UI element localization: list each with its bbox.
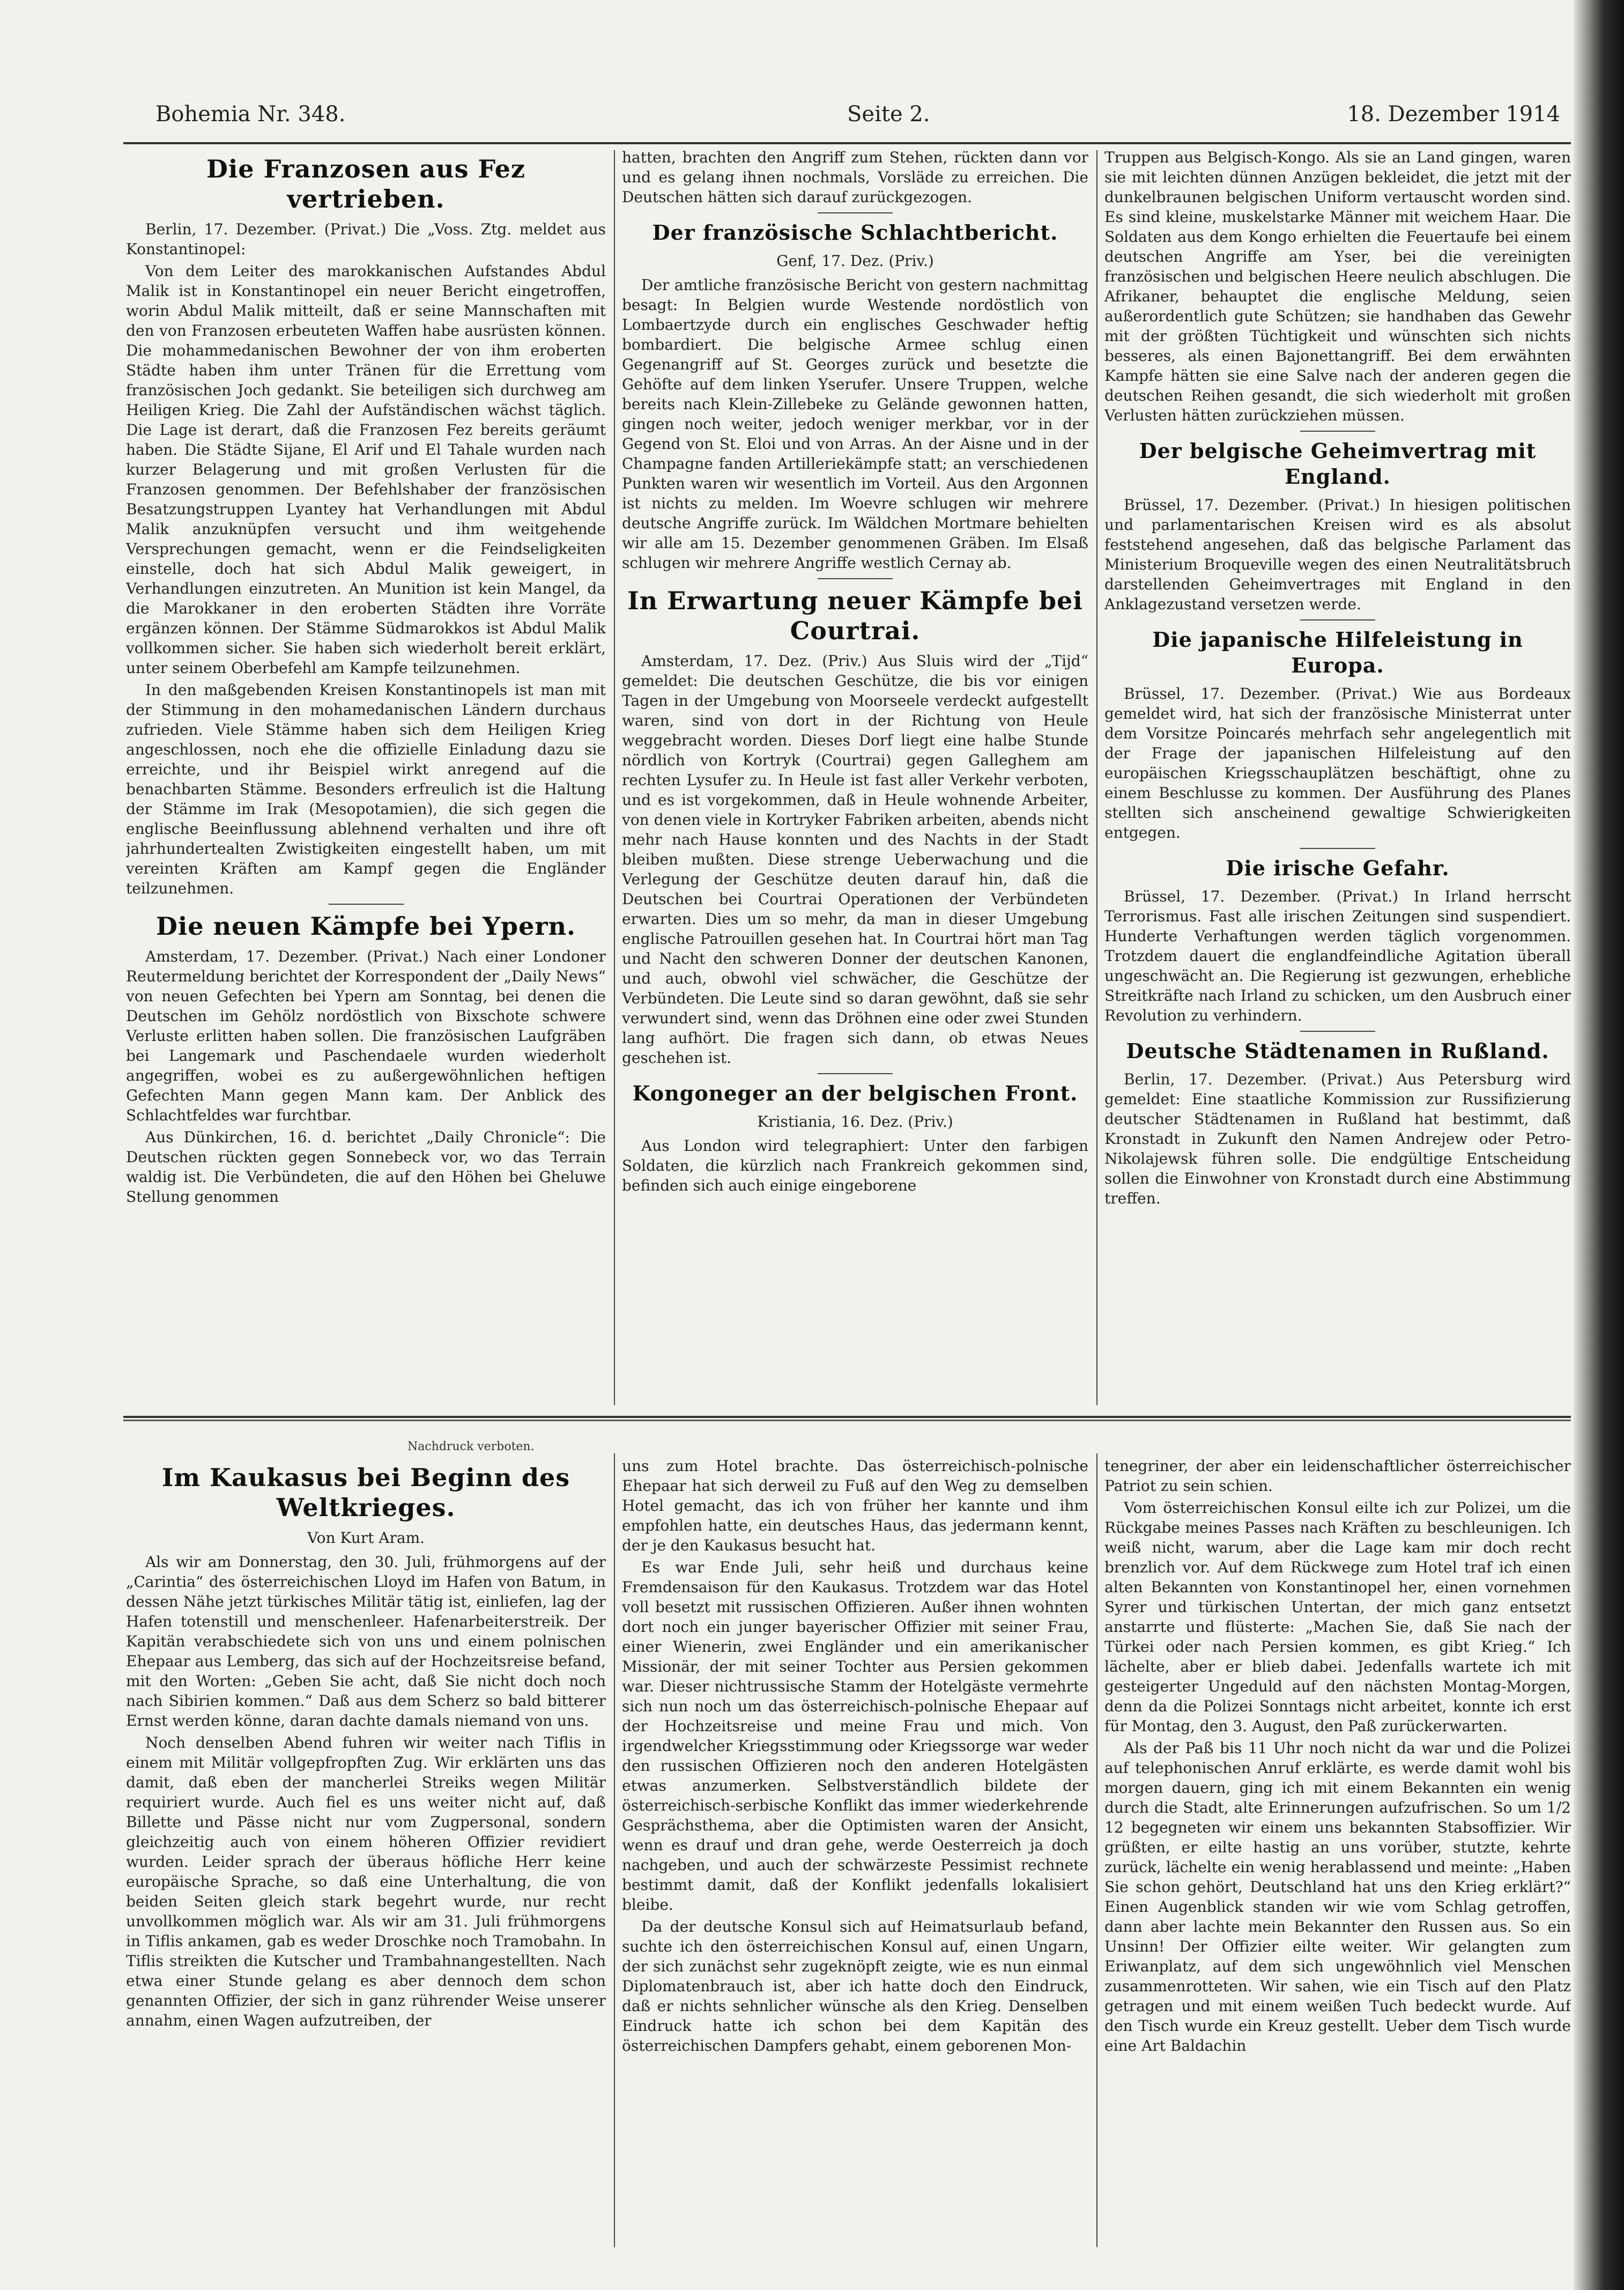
article-paragraph: Der amtliche französische Bericht von gestern nachmittag besagt: In Belgien wurde Westende nordöstlich von Lombaertzyde durch ein englisches Geschwader heftig bombardiert. Die belgische Armee schlug einen Gegenangriff auf St. Georges zurück und besetzte die Gehöfte auf dem linken Yserufer. Unsere Truppen, welche bereits nach Klein-Zillebeke zu Gelände gewonnen hatten, gingen noch weiter, jedoch weniger merkbar, vor in der Gegend von St. Eloi und von Arras. An der Aisne und in der Champagne fanden Artilleriekämpfe statt; an verschiedenen Punkten waren wir wesentlich im Vorteil. Aus den Argonnen ist nichts zu melden. Im Woevre schlugen wir mehrere deutsche Angriffe zurück. Im Wäldchen Mortmare behielten wir alle am 15. Dezember genommenen Gräben. Im Elsaß schlugen wir mehrere Angriffe westlich Cernay ab. [622, 276, 1088, 572]
headline: Die japanische Hilfeleistung in Europa. [1152, 627, 1523, 677]
separator [329, 904, 404, 905]
column-2 [622, 147, 1088, 1408]
page-header [155, 102, 1560, 134]
article-paragraph: Vom österreichischen Konsul eilte ich zur Polizei, um die Rückgabe meines Passes nach Kräften zu beschleunigen. Ich weiß nicht, warum, aber die Lage kam mir doch recht brenzlich vor. Auf dem Rückwege zum Hotel traf ich einen alten Bekannten von Konstantinopel her, einen vornehmen Syrer und türkischen Untertan, der mich ganz entsetzt anstarrte und flüsterte: „Machen Sie, daß Sie nach der Türkei oder nach Persien kommen, es gibt Krieg.“ Ich lächelte, aber er blieb dabei. Jedenfalls wartete ich mit gesteigerter Ungeduld auf den nächsten Montag-Morgen, denn da die Polizei Sonntags nicht arbeitet, konnte ich erst für Montag, den 3. August, den Paß zurückerwarten. [1104, 1499, 1571, 1735]
dateline: Genf, 17. Dez. (Priv.) [776, 252, 934, 270]
article-paragraph: Brüssel, 17. Dezember. (Privat.) In hiesigen politischen und parlamentarischen Kreisen wird es als absolut feststehend angesehen, daß das belgische Parlament das Ministerium Broqueville wegen des einen Neutralitätsbruch darstellenden Geheimvertrages mit England in den Anklagezustand versetzen werde. [1104, 496, 1571, 613]
article-paragraph: Berlin, 17. Dezember. (Privat.) Aus Petersburg wird gemeldet: Eine staatliche Kommission zur Russifizierung deutscher Städtenamen in Rußland hat bestimmt, daß Kronstadt in Zukunft den Namen Andrejew oder Petro-Nikolajewsk führen solle. Die endgültige Entscheidung sollen die Einwohner von Kronstadt durch eine Abstimmung treffen. [1104, 1070, 1571, 1207]
separator [1300, 431, 1375, 432]
article-paragraph: In den maßgebenden Kreisen Konstantinopels ist man mit der Stimmung in den mohamedanischen Ländern durchaus zufrieden. Viele Stämme haben sich dem Heiligen Krieg angeschlossen, noch ehe die offizielle Einladung dazu sie erreichte, und ihr Beispiel wirkt anregend auf die benachbarten Stämme. Besonders erfreulich ist die Haltung der Stämme im Irak (Mesopotamien), die sich gegen die englische Beeinflussung ablehnend verhalten und ihre oft jahrhundertealten Zwistigkeiten eingestellt haben, um mit vereinten Kräften am Kampf gegen die Engländer teilzunehmen. [126, 681, 606, 897]
headline: Die neuen Kämpfe bei Ypern. [155, 912, 576, 941]
separator [818, 1073, 893, 1074]
article-paragraph: hatten, brachten den Angriff zum Stehen, rückten dann vor und es gelang ihnen nochmals, Vorsläde zu erreichen. Die Deutschen hätten sich darauf zurückgezogen. [622, 149, 1088, 206]
feuilleton-title: Im Kaukasus bei Beginn des Weltkrieges. [161, 1463, 570, 1522]
headline: Die Franzosen aus Fez vertrieben. [206, 154, 526, 213]
page-edge-shadow [1574, 0, 1624, 2290]
article-paragraph: Brüssel, 17. Dezember. (Privat.) In Irland herrscht Terrorismus. Fast alle irischen Zeitungen sind suspendiert. Hunderte Verhaftungen werden täglich vorgenommen. Trotzdem dauert die englandfeindliche Agitation überall ungeschwächt an. Die Regierung ist gezwungen, erhebliche Streitkräfte nach Irland zu schicken, um den Ausbruch einer Revolution zu verhindern. [1104, 888, 1571, 1024]
article-paragraph: Von dem Leiter des marokkanischen Aufstandes Abdul Malik ist in Konstantinopel ein neuer Bericht eingetroffen, worin Abdul Malik mitteilt, daß er seine Mannschaften mit den von Franzosen erbeuteten Waffen habe ausrüsten können. Die mohammedanischen Bewohner der von ihm eroberten Städte haben ihm unter Tränen für die Errettung vom französischen Joch gedankt. Sie beteiligen sich durchweg am Heiligen Krieg. Die Zahl der Aufständischen wächst täglich. Die Lage ist derart, daß die Franzosen Fez bereits geräumt haben. Die Städte Sijane, El Arif und El Tahale wurden nach kurzer Belagerung und mit großen Verlusten für die Franzosen genommen. Der Befehlshaber der französischen Besatzungstruppen Lyantey hat Verhandlungen mit Abdul Malik anzuknüpfen versucht und ihm weitgehende Versprechungen gemacht, wenn er die Feindseligkeiten einstelle, doch hat sich Abdul Malik geweigert, in Verhandlungen einzutreten. An Munition ist kein Mangel, da die Marokkaner in den eroberten Städten ihre Vorräte ergänzen können. Der Stämme Südmarokkos ist Abdul Malik vollkommen sicher. Sie haben sich wiederholt bereit erklärt, unter seinem Oberbefehl am Kampfe teilzunehmen. [126, 262, 606, 677]
article-paragraph: Es war Ende Juli, sehr heiß und durchaus keine Fremdensaison für den Kaukasus. Trotzdem war das Hotel voll besetzt mit russischen Offizieren. Außer ihnen wohnten dort noch ein junger bayerischer Offizier mit seiner Frau, einer Wienerin, zwei Engländer und ein amerikanischer Missionär, der mit seiner Tochter aus Persien gekommen war. Dieser nichtrussische Stamm der Hotelgäste vermehrte sich nun noch um das österreichisch-polnische Ehepaar auf der Hochzeitsreise und meine Frau und mich. Von irgendwelcher Kriegsstimmung oder Kriegssorge war weder den russischen Offizieren noch den anderen Hotelgästen etwas anzumerken. Selbstverständlich bildete der österreichisch-serbische Konflikt das immer wiederkehrende Gesprächsthema, aber die Optimisten waren der Ansicht, wenn es drauf und dran gehe, werde Oesterreich ja doch nachgeben, und auch der schwärzeste Pessimist rechnete bestimmt damit, daß der Konflikt jedenfalls lokalisiert bleibe. [622, 1558, 1088, 1914]
headline: Deutsche Städtenamen in Rußland. [1126, 1039, 1549, 1063]
article-paragraph: Aus London wird telegraphiert: Unter den farbigen Soldaten, die kürzlich nach Frankreich gekommen sind, befinden sich auch einige eingeborene [622, 1137, 1088, 1194]
reprint-notice: Nachdruck verboten. [407, 1440, 535, 1453]
separator [1300, 1031, 1375, 1032]
separator [818, 212, 893, 213]
column-1 [126, 147, 606, 1408]
dateline: Kristiania, 16. Dez. (Priv.) [757, 1113, 953, 1131]
separator [818, 578, 893, 579]
article-paragraph: Aus Dünkirchen, 16. d. berichtet „Daily Chronicle“: Die Deutschen rückten gegen Sonnebeck vor, wo das Terrain waldig ist. Die Verbündeten, die auf den Höhen bei Gheluwe Stellung genommen [126, 1128, 606, 1206]
header-issue: Bohemia Nr. 348. [155, 102, 346, 127]
feuilleton-column-1 [126, 1456, 606, 2250]
article-paragraph: Brüssel, 17. Dezember. (Privat.) Wie aus Bordeaux gemeldet wird, hat sich der französische Ministerrat unter dem Vorsitze Poincarés mehrfach sehr angelegentlich mit der Frage der japanischen Hilfeleistung auf den europäischen Kriegsschauplätzen beschäftigt, ohne zu einem Beschlusse zu kommen. Der Ausführung des Planes stellten sich anscheinend gewaltige Schwierigkeiten entgegen. [1104, 685, 1571, 841]
header-date: 18. Dezember 1914 [1347, 102, 1560, 127]
headline: In Erwartung neuer Kämpfe bei Courtrai. [627, 586, 1083, 645]
feuilleton-divider [123, 1416, 1571, 1421]
separator [1300, 848, 1375, 849]
article-paragraph: Truppen aus Belgisch-Kongo. Als sie an Land gingen, waren sie mit leichten dünnen Anzügen bekleidet, die jetzt mit der dunkelbraunen belgischen Uniform vertauscht worden sind. Es sind kleine, muskelstarke Männer mit weichem Haar. Die Soldaten aus dem Kongo erhielten die Feuertaufe bei einem deutschen Angriffe am Yser, bei die vereinigten französischen und belgischen Heere neulich abschlugen. Die Afrikaner, behauptet die englische Meldung, seien außerordentlich gute Schützen; sie handhaben das Gewehr mit der größten Tüchtigkeit und wünschten sich nichts besseres, als einen Bajonettangriff. Bei dem erwähnten Kampfe hätten sie eine Salve nach der anderen gegen die deutschen Reihen gesandt, die sich wiederholt mit großen Verlusten hätten zurückziehen müssen. [1104, 149, 1571, 424]
column-3 [1104, 147, 1571, 1408]
header-rule [123, 142, 1571, 144]
column-rule [614, 150, 615, 1405]
article-paragraph: uns zum Hotel brachte. Das österreichisch-polnische Ehepaar hat sich derweil zu Fuß auf den Weg zu demselben Hotel gemacht, das ich von früher her kannte und ihm empfohlen hatte, ein deutsches Haus, das jedermann kennt, der je den Kaukasus besucht hat. [622, 1457, 1088, 1554]
feuilleton-column-3 [1104, 1456, 1571, 2250]
article-paragraph: tenegriner, der aber ein leidenschaftlicher österreichischer Patriot zu sein schien. [1104, 1457, 1571, 1495]
column-rule [1096, 150, 1098, 1405]
header-page-number: Seite 2. [847, 102, 930, 127]
column-rule [614, 1453, 615, 2247]
article-paragraph: Amsterdam, 17. Dez. (Priv.) Aus Sluis wird der „Tijd“ gemeldet: Die deutschen Geschütze, die bis vor einigen Tagen in der Umgebung von Moorseele verdeckt aufgestellt waren, sind von dort in der Richtung von Heule weggebracht worden. Dieses Dorf liegt eine halbe Stunde nördlich von Kortryk (Courtrai) gegen Galleghem am rechten Lysufer zu. In Heule ist fast aller Verkehr verboten, und es ist vorgekommen, daß in Heule wohnende Arbeiter, von denen viele in Kortryker Fabriken arbeiten, abends nicht mehr nach Hause konnten und des Nachts in der Stadt bleiben mußten. Diese strenge Ueberwachung und die Verlegung der Geschütze deuten darauf hin, daß die Deutschen bei Courtrai Operationen der Verbündeten erwarten. Dies um so mehr, da man in dieser Umgebung englische Patrouillen gesehen hat. In Courtrai hört man Tag und Nacht den schweren Donner der deutschen Kanonen, und auch, obwohl viel schwächer, die Geschütze der Verbündeten. Die Leute sind so daran gewöhnt, daß sie sehr verwundert sind, wenn das Dröhnen eine oder zwei Stunden lang aufhört. Die fragen sich dann, ob etwas Neues geschehen ist. [622, 652, 1088, 1067]
feuilleton-column-2 [622, 1456, 1088, 2250]
article-paragraph: Amsterdam, 17. Dezember. (Privat.) Nach einer Londoner Reutermeldung berichtet der Korrespondent der „Daily News“ von neuen Gefechten bei Ypern am Sonntag, bei denen die Deutschen im Gehölz nordöstlich von Bixschote schwere Verluste erlitten haben sollen. Die französischen Laufgräben bei Langemark und Paschendaele wurden wiederholt angegriffen, wobei es zu außergewöhnlichen heftigen Gefechten Mann gegen Mann kam. Der Anblick des Schlachtfeldes war furchtbar. [126, 948, 606, 1124]
separator [1300, 619, 1375, 620]
article-paragraph: Als der Paß bis 11 Uhr noch nicht da war und die Polizei auf telephonischen Anruf erklärte, es werde damit wohl bis morgen dauern, ging ich mit einem Bekannten ein wenig durch die Stadt, alte Erinnerungen aufzufrischen. So um 1/2 12 begegneten wir einem uns bekannten Stabsoffizier. Wir grüßten, er eilte hastig an uns vorüber, stutzte, kehrte zurück, lächelte ein wenig herablassend und meinte: „Haben Sie schon gehört, Deutschland hat uns den Krieg erklärt?“ Einen Augenblick standen wir wie vom Schlag getroffen, dann aber lachte mein Bekannter den Russen aus. So ein Unsinn! Der Offizier eilte weiter. Wir gelangten zum Eriwanplatz, auf dem sich ungewöhnlich viel Menschen zusammenrotteten. Wir sahen, wie ein Tisch auf den Platz getragen und mit einem weißen Tuch bedeckt wurde. Auf den Tisch wurde ein Kreuz gestellt. Ueber dem Tisch wurde eine Art Baldachin [1104, 1739, 1571, 2055]
article-paragraph: Berlin, 17. Dezember. (Privat.) Die „Voss. Ztg. meldet aus Konstantinopel: [126, 220, 606, 258]
article-paragraph: Als wir am Donnerstag, den 30. Juli, frühmorgens auf der „Carintia“ des österreichischen Lloyd im Hafen von Batum, in dessen Nähe jetzt türkisches Militär tätig ist, einliefen, lag der Hafen totenstill und menschenleer. Hafenarbeiterstreik. Der Kapitän verabschiedete sich von uns und einem polnischen Ehepaar aus Lemberg, das sich auf der Hochzeitsreise befand, mit den Worten: „Geben Sie acht, daß Sie nicht doch noch nach Sibirien kommen.“ Daß aus dem Scherz so bald bitterer Ernst werden könne, daran dachte damals niemand von uns. [126, 1553, 606, 1730]
headline: Die irische Gefahr. [1226, 856, 1450, 880]
feuilleton-author: Von Kurt Aram. [307, 1529, 425, 1547]
headline: Der belgische Geheimvertrag mit England. [1139, 439, 1537, 489]
headline: Kongoneger an der belgischen Front. [632, 1081, 1078, 1105]
article-paragraph: Da der deutsche Konsul sich auf Heimatsurlaub befand, suchte ich den österreichischen Konsul auf, einen Ungarn, der sich zunächst sehr zugeknöpft zeigte, wie es nun einmal Diplomatenbrauch ist, aber ich hatte doch den Eindruck, daß er nichts sehnlicher wünsche als den Krieg. Denselben Eindruck hatte ich schon bei dem Kapitän des österreichischen Dampfers gehabt, einem geborenen Mon- [622, 1918, 1088, 2055]
headline: Der französische Schlachtbericht. [652, 220, 1058, 245]
column-rule [1096, 1453, 1098, 2247]
article-paragraph: Noch denselben Abend fuhren wir weiter nach Tiflis in einem mit Militär vollgepfropften Zug. Wir erklärten uns das damit, daß eben der mancherlei Streiks wegen Militär requiriert wurde. Auch fiel es uns weiter nicht auf, daß Billette und Pässe nicht nur vom Zugpersonal, sondern gleichzeitig auch von einem höheren Offizier revidiert wurden. Leider sprach der überaus höfliche Herr keine europäische Sprache, so daß eine Unterhaltung, die von beiden Seiten gleich stark begehrt wurde, nur recht unvollkommen möglich war. Als wir am 31. Juli frühmorgens in Tiflis ankamen, gab es weder Droschke noch Tramobahn. In Tiflis streikten die Kutscher und Trambahnangestellten. Nach etwa einer Stunde gelang es aber dennoch dem schon genannten Offizier, der sich in ganz rührender Weise unserer annahm, einen Wagen aufzutreiben, der [126, 1734, 606, 2029]
